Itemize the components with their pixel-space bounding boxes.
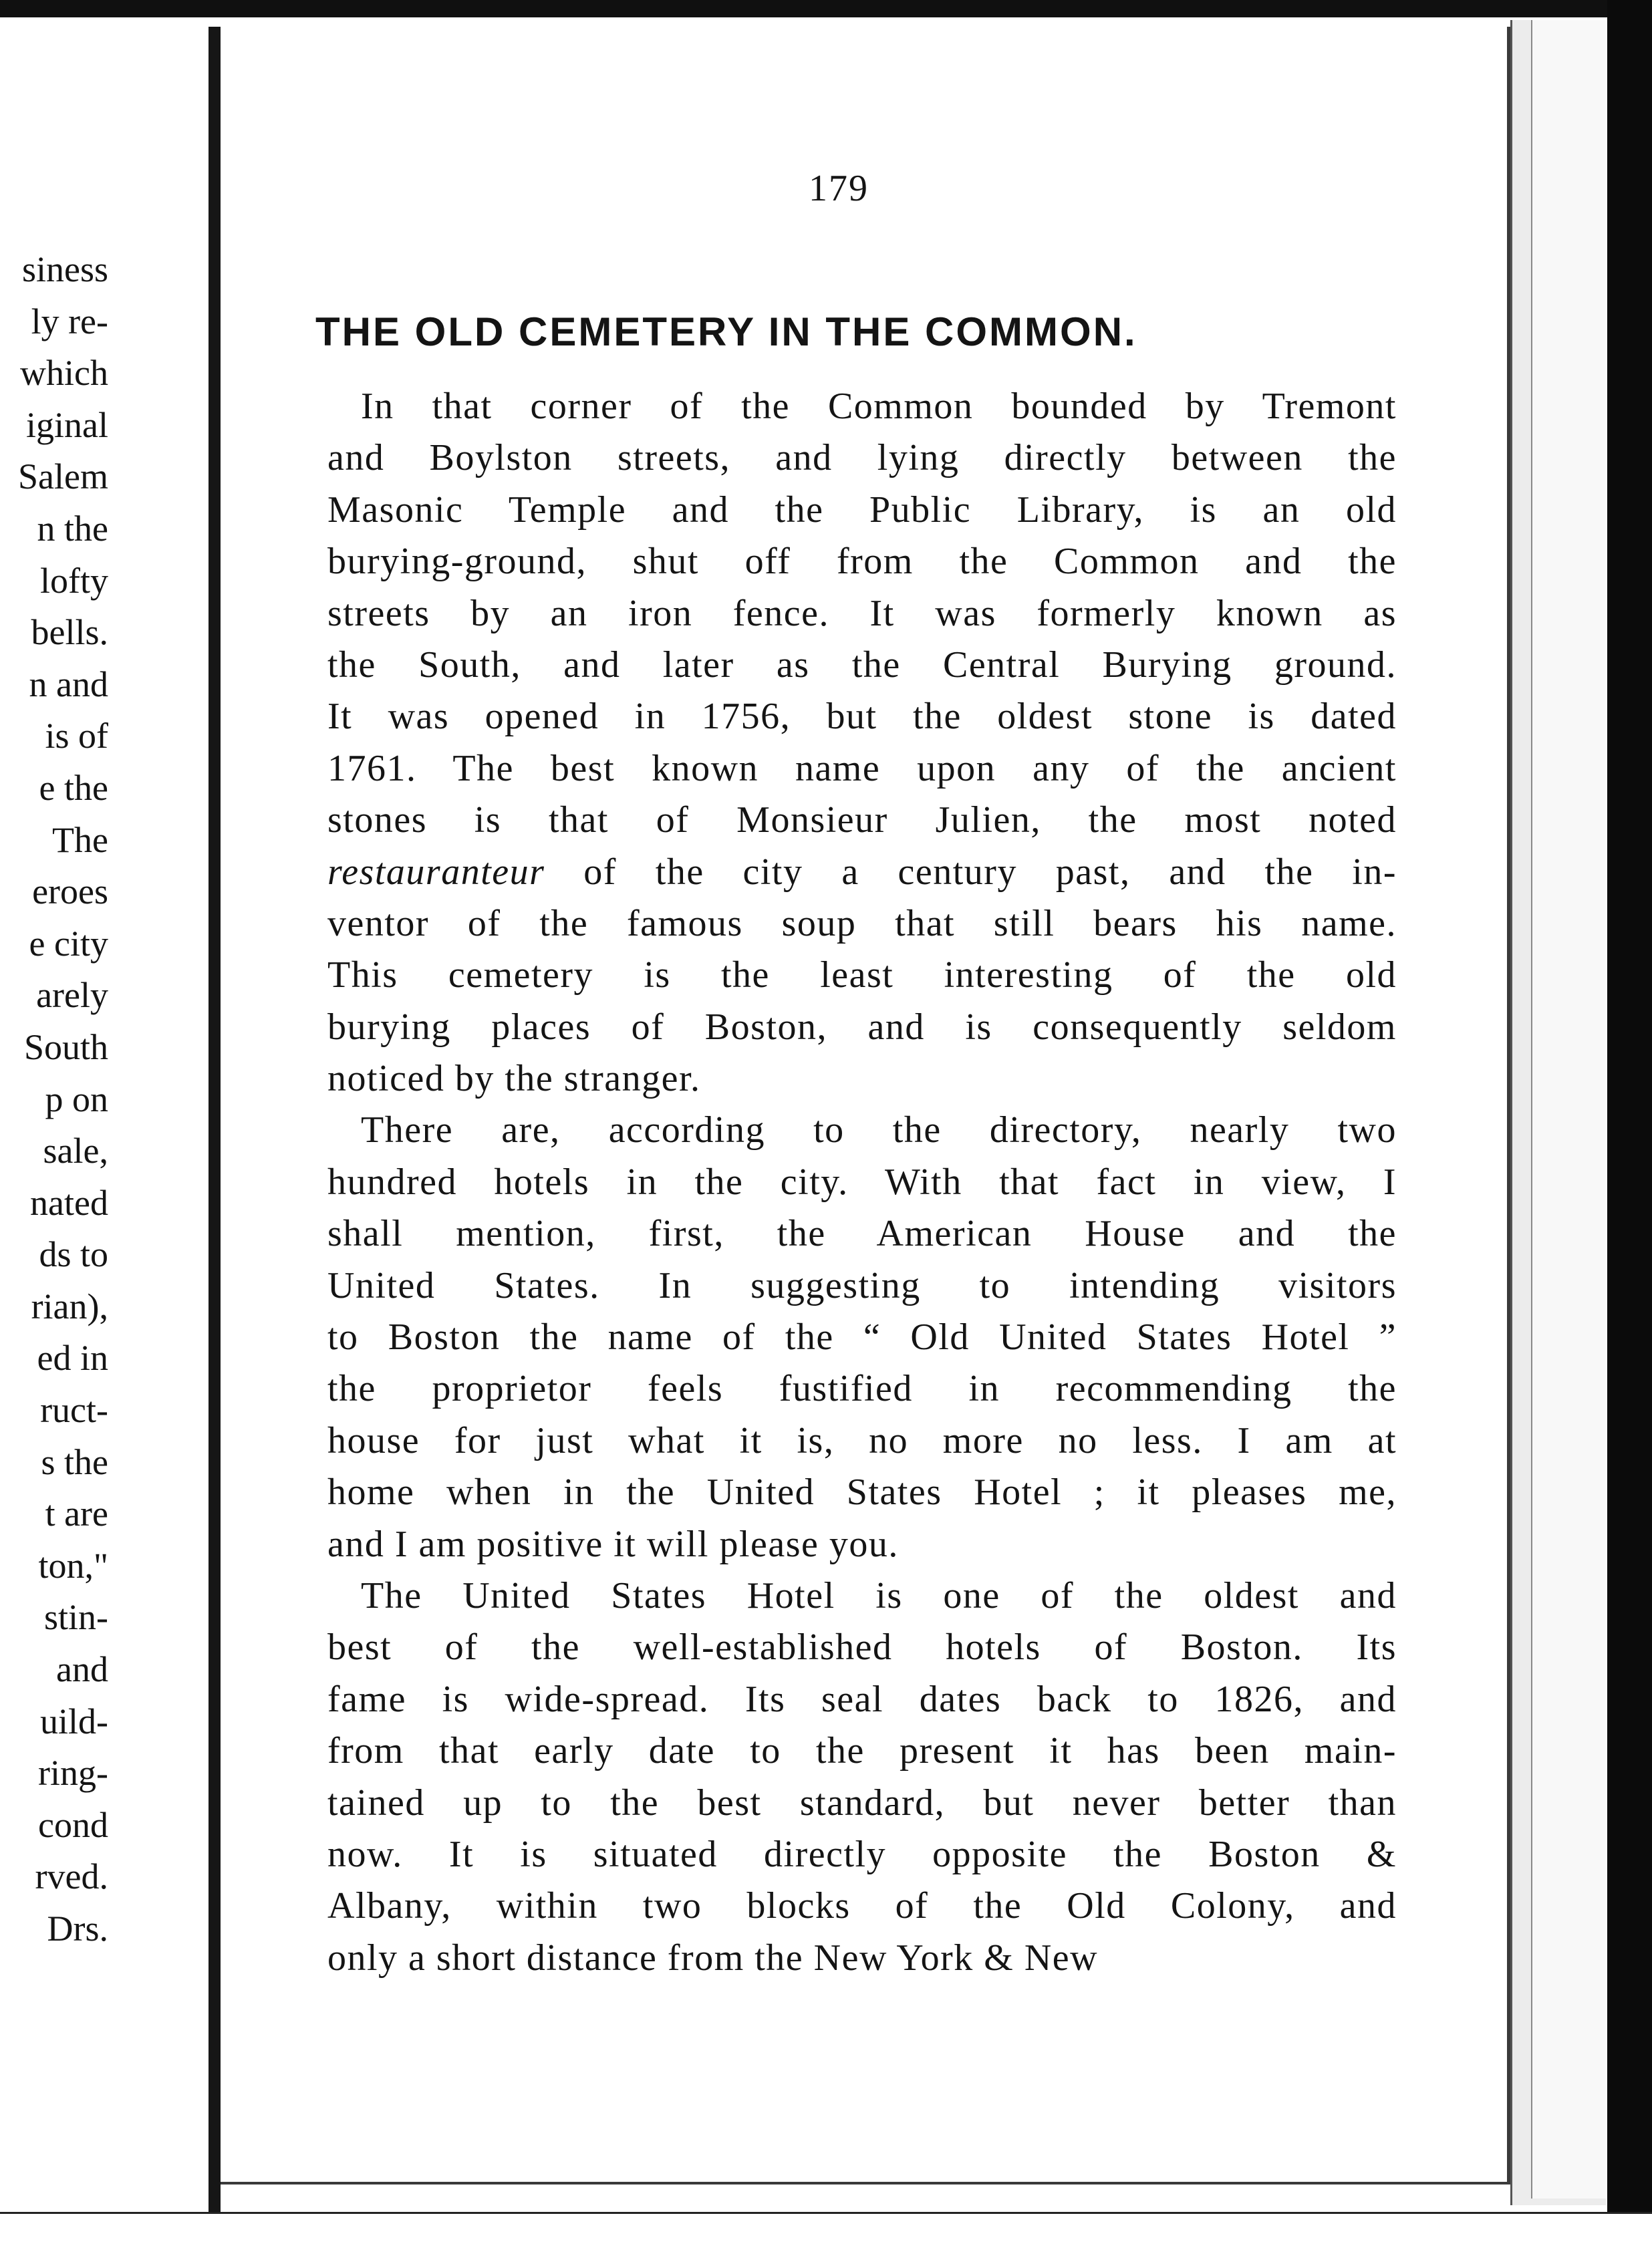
text-line: best of the well-established hotels of Boston. Its: [327, 1627, 1397, 1669]
left-page-text: [0, 244, 108, 1955]
page-number: 179: [809, 168, 869, 209]
text-line: hundred hotels in the city. With that fact in view, I: [327, 1161, 1397, 1203]
text-line: tained up to the best standard, but never better than: [327, 1782, 1397, 1824]
left-page-line: ring-: [38, 1753, 108, 1794]
left-page-line: nated: [30, 1182, 108, 1223]
left-page-line: p on: [45, 1079, 108, 1119]
text-line: ventor of the famous soup that still bears his name.: [327, 902, 1397, 944]
section-title: THE OLD CEMETERY IN THE COMMON.: [315, 309, 1137, 354]
left-page: [0, 30, 209, 2212]
scan-border-top: [0, 0, 1652, 17]
left-page-line: ton,": [38, 1545, 108, 1586]
text-line: noticed by the stranger.: [327, 1058, 701, 1100]
left-page-line: iginal: [26, 404, 108, 445]
text-line: Masonic Temple and the Public Library, is an old: [327, 488, 1397, 531]
left-page-line: bells.: [31, 612, 108, 653]
text-line: home when in the United States Hotel ; it pleases me,: [327, 1471, 1397, 1514]
text-line: This cemetery is the least interesting of the old: [327, 954, 1397, 996]
left-page-line: n the: [37, 508, 108, 549]
left-page-line: uild-: [40, 1701, 108, 1741]
text-line: stones is that of Monsieur Julien, the most noted: [327, 799, 1397, 841]
left-page-line: arely: [36, 975, 108, 1016]
text-line: fame is wide-spread. Its seal dates back to 1826, and: [327, 1678, 1397, 1720]
text-line: In that corner of the Common bounded by Tremont: [361, 386, 1397, 427]
text-line: United States. In suggesting to intending visitors: [327, 1264, 1397, 1306]
text-line: It was opened in 1756, but the oldest stone is dated: [327, 696, 1397, 738]
text-line: the South, and later as the Central Burying ground.: [327, 644, 1397, 686]
text-line: restauranteur of the city a century past, and the in-: [327, 851, 1397, 893]
left-page-line: ly re-: [31, 301, 108, 341]
text-line: and I am positive it will please you.: [327, 1523, 899, 1565]
left-page-line: ed in: [37, 1338, 108, 1379]
left-page-line: Drs.: [47, 1909, 108, 1949]
body-text: [327, 381, 1397, 1984]
left-page-line: lofty: [40, 560, 108, 601]
text-line: the proprietor feels fustified in recommending the: [327, 1368, 1397, 1410]
left-page-line: South: [23, 1026, 108, 1067]
left-page-line: n and: [29, 664, 108, 704]
left-page-line: siness: [21, 249, 108, 289]
text-line: burying places of Boston, and is consequently seldom: [327, 1006, 1397, 1048]
left-page-line: rved.: [35, 1856, 108, 1897]
text-line: Albany, within two blocks of the Old Colony, and: [327, 1885, 1397, 1927]
text-line: There are, according to the directory, nearly two: [361, 1109, 1397, 1151]
left-page-line: The: [52, 819, 108, 860]
text-line: shall mention, first, the American House and the: [327, 1213, 1397, 1255]
left-page-line: and: [56, 1649, 108, 1690]
left-page-line: t are: [45, 1494, 108, 1534]
left-page-line: sale,: [43, 1131, 108, 1171]
text-line: house for just what it is, no more no less. I am at: [327, 1419, 1397, 1461]
paragraph: [327, 381, 1397, 1105]
text-line: only a short distance from the New York & New: [327, 1937, 1099, 1979]
left-page-line: cond: [38, 1804, 108, 1845]
text-line: The United States Hotel is one of the oldest and: [361, 1574, 1397, 1616]
left-page-line: is of: [45, 716, 108, 756]
left-page-line: Salem: [18, 456, 108, 497]
text-line: to Boston the name of the “ Old United States Hotel ”: [327, 1316, 1397, 1359]
paragraph: [327, 1570, 1397, 1984]
left-page-line: rian),: [31, 1286, 108, 1326]
left-page-line: e the: [39, 767, 108, 808]
text-line: and Boylston streets, and lying directly between the: [327, 437, 1397, 479]
book-gutter: [209, 27, 221, 2215]
left-page-line: s the: [41, 1441, 108, 1482]
text-line: burying-ground, shut off from the Common and the: [327, 541, 1397, 583]
text-line: streets by an iron fence. It was formerly known as: [327, 592, 1397, 634]
left-page-line: stin-: [43, 1597, 108, 1638]
left-page-line: e city: [29, 923, 108, 964]
scan-border-right: [1607, 0, 1652, 2256]
left-page-line: ruct-: [40, 1390, 108, 1431]
paragraph: [327, 1105, 1397, 1570]
left-page-line: which: [20, 353, 108, 394]
left-page-line: eroes: [32, 871, 108, 912]
text-line: 1761. The best known name upon any of the ancient: [327, 747, 1397, 789]
text-line: from that early date to the present it has been main-: [327, 1730, 1397, 1772]
text-line: now. It is situated directly opposite the Boston &: [327, 1833, 1397, 1875]
scan-border-bottom: [0, 2212, 1652, 2258]
page-stack-edge: [1510, 20, 1606, 2205]
left-page-line: ds to: [39, 1234, 108, 1275]
